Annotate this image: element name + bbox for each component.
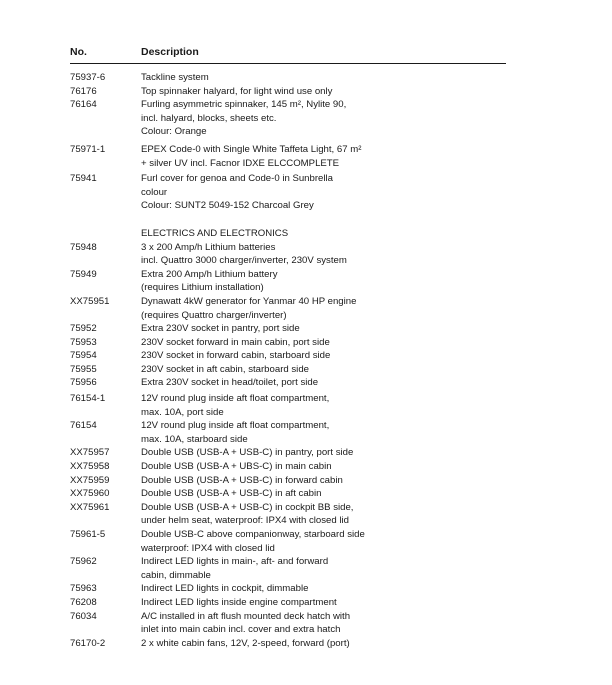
item-description: [141, 85, 541, 99]
item-number: 75962: [70, 556, 97, 568]
table-row: [0, 460, 612, 474]
description-line: EPEX Code-0 with Single White Taffeta Light, 67 m²: [141, 143, 362, 155]
description-line: A/C installed in aft flush mounted deck hatch with: [141, 610, 351, 622]
item-description: [141, 596, 541, 610]
table-row: [0, 349, 612, 363]
item-description: [141, 241, 541, 255]
table-row: [0, 268, 612, 282]
description-line: cabin, dimmable: [141, 569, 211, 581]
description-line: 3 x 200 Amp/h Lithium batteries: [141, 241, 276, 253]
item-number: 75953: [70, 336, 97, 348]
description-line: + silver UV incl. Facnor IDXE ELCCOMPLETE: [141, 157, 340, 169]
description-line: Double USB (USB-A + UBS-C) in main cabin: [141, 461, 332, 473]
item-number: 76208: [70, 596, 97, 608]
item-number: XX75961: [70, 501, 110, 513]
item-description: [141, 268, 541, 282]
item-description: [141, 349, 541, 363]
item-number: 76154: [70, 420, 97, 432]
description-line: Extra 200 Amp/h Lithium battery: [141, 268, 278, 280]
description-line: under helm seat, waterproof: IPX4 with closed lid: [141, 515, 349, 527]
description-line: (requires Lithium installation): [141, 282, 264, 294]
item-description: [141, 610, 541, 637]
table-row: [0, 336, 612, 350]
header-rule: [70, 63, 506, 64]
table-row: [0, 419, 612, 446]
description-line: Colour: Orange: [141, 126, 207, 138]
table-row: [0, 309, 612, 323]
description-line: ELECTRICS AND ELECTRONICS: [141, 227, 289, 239]
item-number: 76034: [70, 610, 97, 622]
item-number: XX75957: [70, 447, 110, 459]
item-description: [141, 460, 541, 474]
item-description: [141, 487, 541, 501]
item-number: 75955: [70, 363, 97, 375]
description-line: 2 x white cabin fans, 12V, 2-speed, forward (port): [141, 637, 350, 649]
table-row: [0, 363, 612, 377]
description-line: 12V round plug inside aft float compartment,: [141, 420, 330, 432]
description-line: Extra 230V socket in head/toilet, port side: [141, 377, 319, 389]
table-row: [0, 487, 612, 501]
table-row: [0, 85, 612, 99]
item-description: [141, 637, 541, 651]
item-description: [141, 227, 541, 241]
item-number: 75971-1: [70, 143, 106, 155]
item-number: 75949: [70, 268, 97, 280]
item-number: 75952: [70, 323, 97, 335]
item-description: [141, 71, 541, 85]
description-line: incl. Quattro 3000 charger/inverter, 230V system: [141, 255, 347, 267]
description-line: Furling asymmetric spinnaker, 145 m², Nylite 90,: [141, 99, 347, 111]
description-line: Furl cover for genoa and Code-0 in Sunbrella: [141, 173, 333, 185]
item-number: 75954: [70, 350, 97, 362]
description-line: incl. halyard, blocks, sheets etc.: [141, 112, 277, 124]
description-line: Indirect LED lights inside engine compartment: [141, 596, 337, 608]
description-line: Dynawatt 4kW generator for Yanmar 40 HP engine: [141, 295, 357, 307]
table-row: [0, 555, 612, 582]
item-description: [141, 419, 541, 446]
description-line: 230V socket in aft cabin, starboard side: [141, 363, 309, 375]
table-row: [0, 446, 612, 460]
description-line: waterproof: IPX4 with closed lid: [141, 542, 275, 554]
table-row: [0, 528, 612, 555]
table-row: [0, 281, 612, 295]
description-line: Indirect LED lights in main-, aft- and forward: [141, 556, 329, 568]
item-list: [0, 71, 612, 650]
item-number: XX75951: [70, 295, 110, 307]
item-description: [141, 582, 541, 596]
item-description: [141, 172, 541, 213]
item-description: [141, 281, 541, 295]
item-description: [141, 322, 541, 336]
table-row: [0, 71, 612, 85]
item-description: [141, 309, 541, 323]
item-number: 76176: [70, 85, 97, 97]
table-row: [0, 376, 612, 390]
item-description: [141, 501, 541, 528]
table-row: [0, 254, 612, 268]
item-number: 76164: [70, 99, 97, 111]
description-line: 230V socket in forward cabin, starboard side: [141, 350, 331, 362]
table-row: [0, 125, 612, 139]
item-description: [141, 392, 541, 419]
description-line: Double USB (USB-A + USB-C) in pantry, port side: [141, 447, 354, 459]
item-description: [141, 336, 541, 350]
table-row: [0, 637, 612, 651]
description-line: Indirect LED lights in cockpit, dimmable: [141, 583, 309, 595]
table-row: [0, 474, 612, 488]
item-number: 75963: [70, 583, 97, 595]
column-header-description: Description: [141, 46, 199, 58]
table-row: [0, 227, 612, 241]
description-line: Top spinnaker halyard, for light wind use only: [141, 85, 333, 97]
item-description: [141, 295, 541, 309]
item-description: [141, 143, 541, 170]
table-row: [0, 295, 612, 309]
item-description: [141, 376, 541, 390]
item-number: 76154-1: [70, 393, 106, 405]
table-row: [0, 241, 612, 255]
description-line: max. 10A, starboard side: [141, 433, 248, 445]
item-number: XX75959: [70, 474, 110, 486]
description-line: Colour: SUNT2 5049-152 Charcoal Grey: [141, 200, 314, 212]
item-number: 75961-5: [70, 529, 106, 540]
item-number: XX75958: [70, 461, 110, 473]
description-line: colour: [141, 186, 168, 198]
description-line: Extra 230V socket in pantry, port side: [141, 323, 300, 335]
column-header-no: No.: [70, 46, 87, 58]
item-description: [141, 446, 541, 460]
item-description: [141, 125, 541, 139]
item-number: 75941: [70, 173, 97, 185]
item-description: [141, 474, 541, 488]
description-line: 12V round plug inside aft float compartment,: [141, 393, 330, 405]
description-line: max. 10A, port side: [141, 406, 224, 418]
item-number: 75937-6: [70, 72, 106, 83]
description-line: Double USB-C above companionway, starboard side: [141, 529, 365, 540]
table-row: [0, 610, 612, 637]
table-row: [0, 322, 612, 336]
item-number: XX75960: [70, 488, 110, 500]
description-line: 230V socket forward in main cabin, port side: [141, 336, 330, 348]
item-description: [141, 254, 541, 268]
description-line: Double USB (USB-A + USB-C) in aft cabin: [141, 488, 322, 500]
table-row: [0, 596, 612, 610]
item-number: 76170-2: [70, 637, 106, 649]
description-line: Double USB (USB-A + USB-C) in cockpit BB side,: [141, 501, 354, 513]
item-description: [141, 98, 541, 125]
table-row: [0, 98, 612, 125]
table-row: [0, 172, 612, 213]
item-number: 75948: [70, 241, 97, 253]
table-row: [0, 582, 612, 596]
item-description: [141, 528, 541, 555]
table-row: [0, 501, 612, 528]
table-row: [0, 143, 612, 170]
table-row: [0, 392, 612, 419]
description-line: Tackline system: [141, 72, 209, 83]
item-description: [141, 363, 541, 377]
description-line: (requires Quattro charger/inverter): [141, 309, 287, 321]
description-line: Double USB (USB-A + USB-C) in forward cabin: [141, 474, 343, 486]
item-number: 75956: [70, 377, 97, 389]
item-description: [141, 555, 541, 582]
description-line: inlet into main cabin incl. cover and extra hatch: [141, 624, 341, 636]
